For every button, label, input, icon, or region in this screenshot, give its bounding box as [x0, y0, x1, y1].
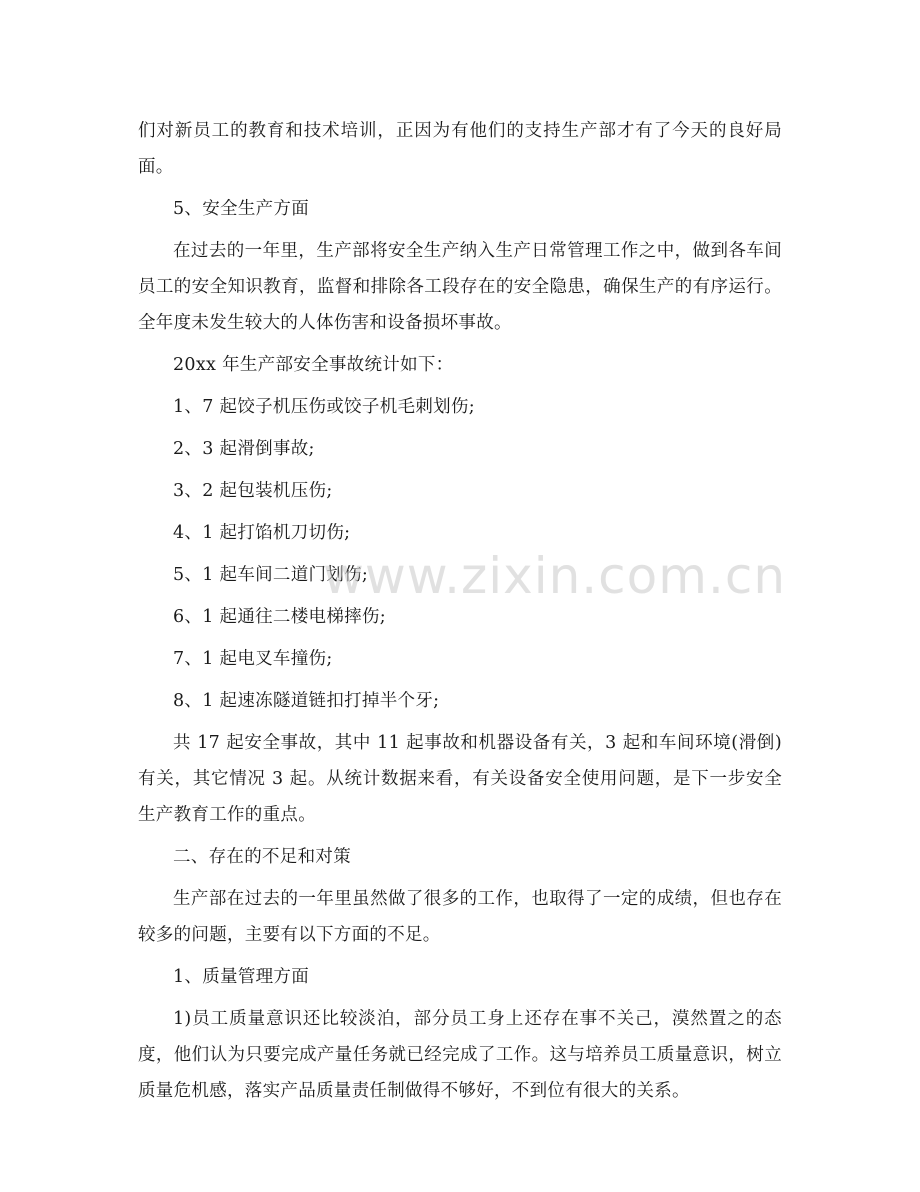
list-item: 5、1 起车间二道门划伤;	[173, 565, 369, 585]
list-item: 4、1 起打馅机刀切伤;	[173, 523, 351, 543]
paragraph-accident-summary: 共 17 起安全事故，其中 11 起事故和机器设备有关，3 起和车间环境(滑倒)有关，其它情况 3 起。从统计数据来看，有关设备安全使用问题，是下一步安全生产教育工作的重点。	[138, 733, 782, 825]
paragraph-shortcomings-intro: 生产部在过去的一年里虽然做了很多的工作，也取得了一定的成绩，但也存在较多的问题，主要有以下方面的不足。	[138, 889, 782, 945]
list-item: 8、1 起速冻隧道链扣打掉半个牙;	[173, 691, 440, 711]
heading-quality-management: 1、质量管理方面	[173, 967, 310, 987]
list-item: 7、1 起电叉车撞伤;	[173, 649, 333, 669]
heading-safety-production: 5、安全生产方面	[173, 199, 310, 219]
heading-shortcomings: 二、存在的不足和对策	[173, 847, 351, 867]
paragraph-accident-stats-intro: 20xx 年生产部安全事故统计如下：	[173, 355, 454, 375]
list-item: 6、1 起通往二楼电梯摔伤;	[173, 607, 386, 627]
watermark-text: www.zixin.com.cn	[323, 547, 787, 605]
list-item: 1、7 起饺子机压伤或饺子机毛刺划伤;	[173, 397, 475, 417]
paragraph-safety-overview: 在过去的一年里，生产部将安全生产纳入生产日常管理工作之中，做到各车间员工的安全知识教育，监督和排除各工段存在的安全隐患，确保生产的有序运行。全年度未发生较大的人体伤害和设备损坏事故。	[138, 241, 782, 333]
list-item: 2、3 起滑倒事故;	[173, 439, 315, 459]
document-body	[138, 113, 782, 1115]
paragraph-continuation: 们对新员工的教育和技术培训，正因为有他们的支持生产部才有了今天的良好局面。	[138, 121, 782, 177]
paragraph-quality-awareness: 1)员工质量意识还比较淡泊，部分员工身上还存在事不关己，漠然置之的态度，他们认为只要完成产量任务就已经完成了工作。这与培养员工质量意识，树立质量危机感，落实产品质量责任制做得不够好，不到位有很大的关系。	[138, 1009, 782, 1101]
list-item: 3、2 起包装机压伤;	[173, 481, 333, 501]
